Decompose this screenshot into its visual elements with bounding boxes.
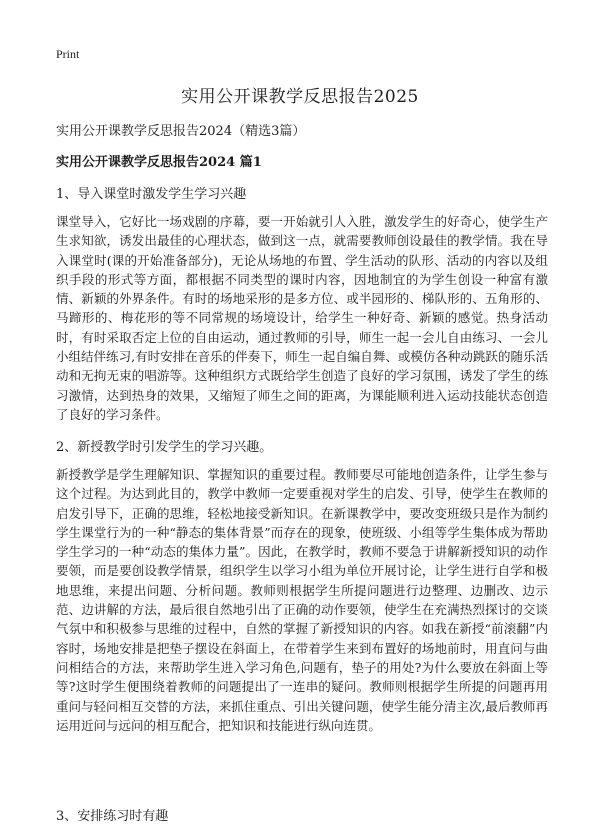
print-link[interactable]: Print (56, 47, 80, 61)
paragraph-2: 新授教学是学生理解知识、掌握知识的重要过程。教师要尽可能地创造条件，让学生参与这个过程。为达到此目的，教学中教师一定要重视对学生的启发、引导，使学生在教师的启发引导下，正确的思维，轻松地接受新知识。在新课教学中，要改变班级只是作为制约学生课堂行为的一种“静态的集体背景”而存在的现象，使班级、小组等学生集体成为帮助学生学习的一种“动态的集体力量”。因此，在教学时，教师不要急于讲解新授知识的动作要领，而是要创设教学情景，组织学生以学习小组为单位开展讨论，让学生进行自学和极地思维，来提出问题、分析问题。教师则根据学生所提问题进行边整理、边删改、边示范、边讲解的方法，最后很自然地引出了正确的动作要领，使学生在充满热烈探讨的交谈气氛中和积极参与思维的过程中，自然的掌握了新授知识的内容。如我在新授“前滚翻”内容时，场地安排是把垫子摆设在斜面上，在带着学生来到布置好的场地前时，用直问与曲问相结合的方法，来帮助学生进入学习角色,问题有，垫子的用处?为什么要放在斜面上等等?这时学生便围绕着教师的问题提出了一连串的疑问。教师则根据学生所提的问题再用重问与轻问相互交替的方法，来抓住重点、引出关键问题，使学生能分清主次,最后教师再运用近问与远问的相互配合，把知识和技能进行纵向连贯。 (56, 467, 548, 733)
document-subtitle: 实用公开课教学反思报告2024（精选3篇） (56, 124, 306, 139)
section-heading-3: 3、安排练习时有趣 (56, 809, 169, 824)
section-heading-1: 1、导入课堂时激发学生学习兴趣 (56, 187, 247, 202)
section-title: 实用公开课教学反思报告2024 篇1 (56, 155, 262, 170)
page-title: 实用公开课教学反思报告2025 (181, 87, 419, 107)
paragraph-1: 课堂导入，它好比一场戏剧的序幕，要一开始就引人入胜，激发学生的好奇心，使学生产生求知欲，诱发出最佳的心理状态，做到这一点，就需要教师创设最佳的教学情。我在导入课堂时(课的开始准备部分)，无论从场地的布置、学生活动的队形、活动的内容以及组织手段的形式等方面，都根据不同类型的课时内容，因地制宜的为学生创设一种富有激情、新颖的外界条件。有时的场地采形的是多方位、或半园形的、梯队形的、五角形的、马蹄形的、梅花形的等不同常规的场境设计，给学生一种好奇、新颖的感觉。热身活动时，有时采取否定上位的自由运动，通过教师的引导，师生一起一会儿自由练习、一会儿小组结伴练习,有时安排在音乐的伴奏下，师生一起自编自舞、或模仿各种动跳跃的随乐活动和无拘无束的唱游等。这种组织方式既给学生创造了良好的学习氛围，诱发了学生的练习激情，达到热身的效果，又缩短了师生之间的距离，为课能顺利进入运动技能状态创造了良好的学习条件。 (56, 214, 548, 422)
section-heading-2: 2、新授教学时引发学生的学习兴趣。 (56, 440, 273, 455)
